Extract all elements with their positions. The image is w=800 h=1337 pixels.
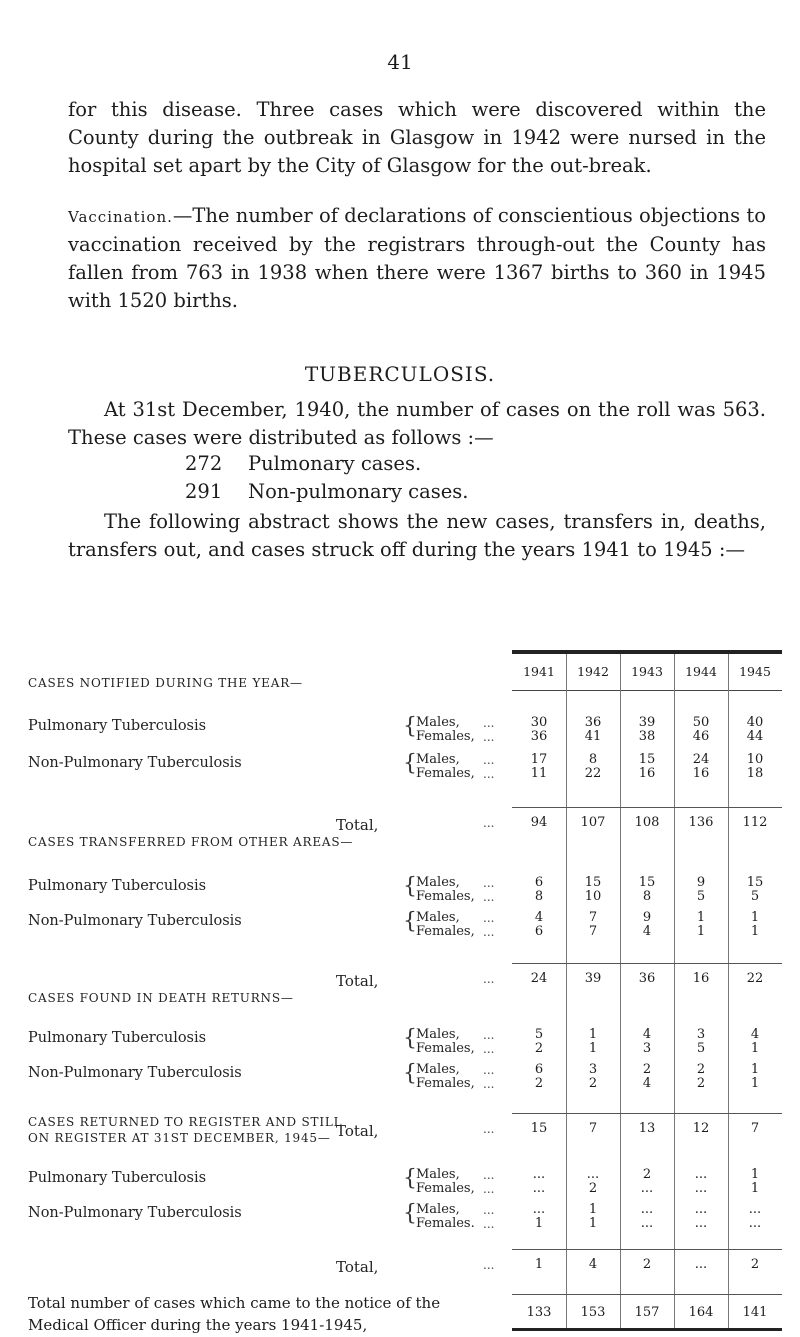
table-cell: 1 (588, 1041, 598, 1056)
table-cell: 15 (746, 875, 764, 890)
brace-glyph: { (403, 909, 417, 934)
section-title: CASES TRANSFERRED FROM OTHER AREAS— (28, 835, 354, 849)
leader-dots: ... (483, 1168, 495, 1182)
section-title: CASES RETURNED TO REGISTER AND STILL ON REGISTER AT 31ST DECEMBER, 1945— (28, 1115, 343, 1145)
paragraph-roll-1940: At 31st December, 1940, the number of cases on the roll was 563. These cases were distributed as follows :— (68, 398, 766, 449)
table-cell: 8 (588, 752, 598, 767)
table-cell: ... (532, 1167, 546, 1182)
table-cell: ... (640, 1216, 654, 1231)
table-total-cell: ... (694, 1257, 708, 1272)
table-cell: 8 (642, 889, 652, 904)
table-cell: 1 (588, 1202, 598, 1217)
leader-dots: ... (483, 1042, 495, 1056)
table-cell: 18 (746, 766, 764, 781)
table-cell: 1 (750, 1076, 760, 1091)
leader-dots: ... (483, 1182, 495, 1196)
row-sex-label: Males, (416, 1027, 460, 1042)
leader-dots: ... (483, 925, 495, 939)
table-cell: ... (748, 1216, 762, 1231)
column-header-year: 1943 (631, 664, 663, 679)
leader-dots: ... (483, 1258, 495, 1272)
leader-dots: ... (483, 753, 495, 767)
table-cell: 5 (696, 889, 706, 904)
table-cell: 15 (638, 752, 656, 767)
section-title: CASES FOUND IN DEATH RETURNS— (28, 991, 294, 1005)
leader-dots: ... (483, 1028, 495, 1042)
table-total-cell: 2 (750, 1257, 760, 1272)
table-cell: 2 (588, 1076, 598, 1091)
subtotal-rule (512, 1113, 782, 1114)
table-cell: 9 (696, 875, 706, 890)
row-sex-label: Females, (416, 766, 475, 781)
table-header-rule (512, 690, 782, 691)
leader-dots: ... (483, 1203, 495, 1217)
table-cell: ... (640, 1202, 654, 1217)
leader-dots: ... (483, 1063, 495, 1077)
table-cell: 36 (584, 715, 602, 730)
table-cell: 4 (534, 910, 544, 925)
table-cell: ... (694, 1216, 708, 1231)
table-cell: 6 (534, 1062, 544, 1077)
table-cell: 11 (530, 766, 548, 781)
paragraph-vaccination (68, 202, 766, 315)
table-total-cell: 2 (642, 1257, 652, 1272)
table-cell: 4 (642, 924, 652, 939)
leader-dots: ... (483, 816, 495, 830)
leader-dots: ... (483, 716, 495, 730)
row-sex-label: Females, (416, 729, 475, 744)
table-cell: 2 (642, 1167, 652, 1182)
row-disease-label: Non-Pulmonary Tuberculosis (28, 913, 242, 929)
table-cell: 6 (534, 924, 544, 939)
total-label: Total, (336, 1122, 379, 1140)
leader-dots: ... (483, 972, 495, 986)
table-cell: 24 (692, 752, 710, 767)
brace-glyph: { (403, 714, 417, 739)
table-cell: 2 (534, 1076, 544, 1091)
subtotal-rule (512, 807, 782, 808)
grand-total-label: Total number of cases which came to the notice of the Medical Officer during the years 1941-1945, (28, 1294, 441, 1334)
total-label: Total, (336, 1258, 379, 1276)
table-cell: 41 (584, 729, 602, 744)
table-total-cell: 7 (588, 1121, 598, 1136)
leader-dots: ... (483, 767, 495, 781)
table-cell: 2 (642, 1062, 652, 1077)
table-cell: 1 (588, 1027, 598, 1042)
subtotal-rule (512, 963, 782, 964)
brace-glyph: { (403, 874, 417, 899)
column-header-year: 1942 (577, 664, 609, 679)
table-total-cell: 112 (742, 815, 768, 830)
table-cell: 1 (750, 1041, 760, 1056)
row-sex-label: Females, (416, 1076, 475, 1091)
row-disease-label: Non-Pulmonary Tuberculosis (28, 1205, 242, 1221)
table-total-cell: 24 (530, 971, 548, 986)
table-cell: 22 (584, 766, 602, 781)
table-cell: ... (586, 1167, 600, 1182)
table-total-cell: 108 (634, 815, 660, 830)
table-total-cell: 16 (692, 971, 710, 986)
table-cell: ... (694, 1202, 708, 1217)
table-cell: 17 (530, 752, 548, 767)
vaccination-body: —The number of declarations of conscientious objections to vaccination received by the registrars through-out the County has fallen from 763 in 1938 when there were 1367 births to 360 in 1945 with 1520 births. (68, 204, 766, 312)
table-cell: ... (694, 1167, 708, 1182)
list-item: 291 Non-pulmonary cases. (185, 480, 469, 503)
table-total-cell: 94 (530, 815, 548, 830)
column-header-year: 1941 (523, 664, 555, 679)
table-cell: 30 (530, 715, 548, 730)
table-total-cell: 12 (692, 1121, 710, 1136)
table-cell: 10 (584, 889, 602, 904)
table-cell: 1 (696, 924, 706, 939)
table-total-cell: 36 (638, 971, 656, 986)
vaccination-title: Vaccination. (68, 208, 173, 226)
table-cell: ... (748, 1202, 762, 1217)
table-total-cell: 136 (688, 815, 714, 830)
table-cell: 15 (584, 875, 602, 890)
row-sex-label: Males, (416, 1202, 460, 1217)
row-sex-label: Males, (416, 875, 460, 890)
grand-total-cell: 153 (580, 1305, 606, 1320)
table-cell: 1 (750, 1181, 760, 1196)
table-cell: 4 (642, 1027, 652, 1042)
brace-glyph: { (403, 751, 417, 776)
table-cell: 1 (750, 924, 760, 939)
row-disease-label: Pulmonary Tuberculosis (28, 1170, 207, 1186)
section-heading-tuberculosis: TUBERCULOSIS. (304, 362, 496, 386)
leader-dots: ... (483, 730, 495, 744)
table-cell: ... (532, 1202, 546, 1217)
table-cell: 15 (638, 875, 656, 890)
table-total-cell: 4 (588, 1257, 598, 1272)
table-cell: 5 (750, 889, 760, 904)
grand-total-cell: 157 (634, 1305, 660, 1320)
table-cell: 2 (696, 1062, 706, 1077)
table-cell: 10 (746, 752, 764, 767)
table-cell: 2 (534, 1041, 544, 1056)
row-disease-label: Pulmonary Tuberculosis (28, 878, 207, 894)
grand-total-cell: 164 (688, 1305, 714, 1320)
abstract-table (512, 650, 782, 1330)
table-cell: 4 (642, 1076, 652, 1091)
leader-dots: ... (483, 911, 495, 925)
section-title: CASES NOTIFIED DURING THE YEAR— (28, 676, 303, 690)
table-total-cell: 22 (746, 971, 764, 986)
column-header-year: 1945 (739, 664, 771, 679)
grand-total-cell: 141 (742, 1305, 768, 1320)
grand-total-rule (512, 1294, 782, 1295)
row-sex-label: Males, (416, 1062, 460, 1077)
leader-dots: ... (483, 1122, 495, 1136)
table-cell: 5 (534, 1027, 544, 1042)
grand-total-cell: 133 (526, 1305, 552, 1320)
table-cell: 7 (588, 910, 598, 925)
table-cell: 3 (588, 1062, 598, 1077)
table-cell: 3 (642, 1041, 652, 1056)
total-label: Total, (336, 972, 379, 990)
table-cell: 7 (588, 924, 598, 939)
brace-glyph: { (403, 1201, 417, 1226)
subtotal-rule (512, 1249, 782, 1250)
row-sex-label: Males, (416, 715, 460, 730)
row-disease-label: Non-Pulmonary Tuberculosis (28, 755, 242, 771)
table-cell: 44 (746, 729, 764, 744)
row-sex-label: Males, (416, 752, 460, 767)
table-cell: ... (694, 1181, 708, 1196)
table-cell: 2 (696, 1076, 706, 1091)
row-disease-label: Non-Pulmonary Tuberculosis (28, 1065, 242, 1081)
row-sex-label: Males, (416, 1167, 460, 1182)
paragraph-smallpox-outbreak: for this disease. Three cases which were discovered within the County during the outbreak in Glasgow in 1942 were nursed in the hospital set apart by the City of Glasgow for the out-break. (68, 98, 766, 177)
list-item: 272 Pulmonary cases. (185, 452, 422, 475)
table-cell: 9 (642, 910, 652, 925)
row-sex-label: Females, (416, 889, 475, 904)
row-sex-label: Females. (416, 1216, 475, 1231)
table-cell: 1 (750, 1167, 760, 1182)
brace-glyph: { (403, 1166, 417, 1191)
table-cell: 16 (638, 766, 656, 781)
table-cell: 40 (746, 715, 764, 730)
table-total-cell: 7 (750, 1121, 760, 1136)
table-cell: 5 (696, 1041, 706, 1056)
brace-glyph: { (403, 1026, 417, 1051)
table-cell: 1 (750, 910, 760, 925)
table-cell: ... (532, 1181, 546, 1196)
row-disease-label: Pulmonary Tuberculosis (28, 718, 207, 734)
row-sex-label: Females, (416, 924, 475, 939)
table-cell: 38 (638, 729, 656, 744)
table-cell: 8 (534, 889, 544, 904)
table-total-cell: 1 (534, 1257, 544, 1272)
table-total-cell: 39 (584, 971, 602, 986)
table-cell: 36 (530, 729, 548, 744)
table-top-rule (512, 650, 782, 654)
table-total-cell: 107 (580, 815, 606, 830)
table-cell: 46 (692, 729, 710, 744)
table-total-cell: 15 (530, 1121, 548, 1136)
table-total-cell: 13 (638, 1121, 656, 1136)
table-cell: 2 (588, 1181, 598, 1196)
table-cell: 1 (588, 1216, 598, 1231)
table-bottom-rule (512, 1328, 782, 1331)
leader-dots: ... (483, 876, 495, 890)
paragraph-abstract-intro: The following abstract shows the new cases, transfers in, deaths, transfers out, and cases struck off during the years 1941 to 1945 :— (68, 510, 766, 561)
row-sex-label: Females, (416, 1181, 475, 1196)
leader-dots: ... (483, 890, 495, 904)
leader-dots: ... (483, 1077, 495, 1091)
table-cell: 1 (696, 910, 706, 925)
table-cell: 4 (750, 1027, 760, 1042)
column-header-year: 1944 (685, 664, 717, 679)
table-cell: 50 (692, 715, 710, 730)
row-disease-label: Pulmonary Tuberculosis (28, 1030, 207, 1046)
row-sex-label: Males, (416, 910, 460, 925)
table-cell: 3 (696, 1027, 706, 1042)
table-cell: ... (640, 1181, 654, 1196)
table-cell: 39 (638, 715, 656, 730)
row-sex-label: Females, (416, 1041, 475, 1056)
table-cell: 6 (534, 875, 544, 890)
table-cell: 16 (692, 766, 710, 781)
total-label: Total, (336, 816, 379, 834)
table-cell: 1 (750, 1062, 760, 1077)
leader-dots: ... (483, 1217, 495, 1231)
brace-glyph: { (403, 1061, 417, 1086)
page-number: 41 (387, 50, 413, 74)
table-cell: 1 (534, 1216, 544, 1231)
